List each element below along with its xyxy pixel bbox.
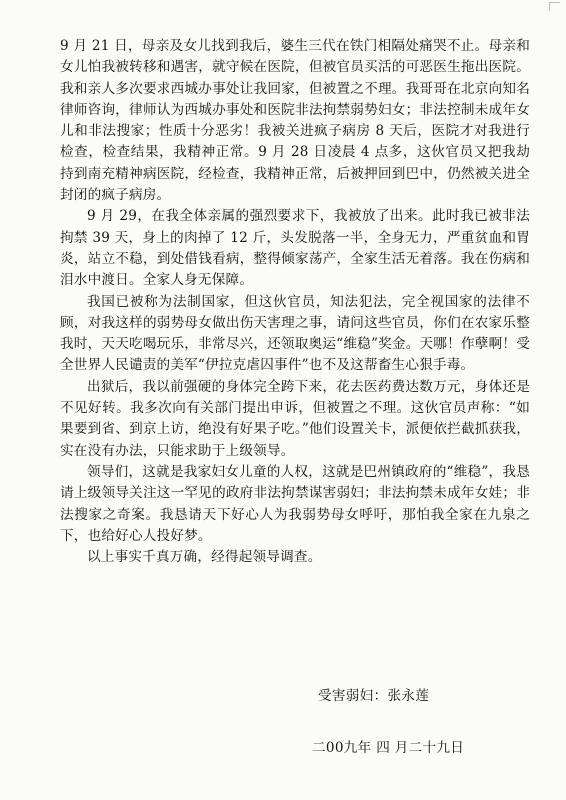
paragraph-3: 我国已被称为法制国家，但这伙官员，知法犯法，完全视国家的法律不顾，对我这样的弱势母女做出伤天害理之事，请问这些官员，你们在农家乐整我时，天天吃喝玩乐，非常尽兴，还领取奥运“维稳”奖金。天哪！作孽啊！受全世界人民谴责的美军“伊拉克虐囚事件”也不及这帮畜生心狠手毒。 [60, 293, 530, 374]
paragraph-6: 以上事实千真万确，经得起领导调查。 [87, 549, 322, 566]
signature-line: 受害弱妇：张永莲 [318, 688, 430, 704]
paragraph-5: 领导们，这就是我家妇女儿童的人权，这就是巴州镇政府的“维稳”，我恳请上级领导关注这一罕见的政府非法拘禁谋害弱妇；非法拘禁未成年女娃；非法搜家之奇案。我恳请天下好心人为我弱势母女呼吁，那怕我全家在九泉之下，也给好心人投好梦。 [60, 463, 530, 544]
date-line: 二00九年 四 月二十九日 [312, 740, 465, 756]
letter-body [60, 36, 530, 568]
paragraph-1: 9 月 21 日，母亲及女儿找到我后，婆生三代在铁门相隔处痛哭不止。母亲和女儿怕我被转移和遇害，就守候在医院，但被官员买活的可恶医生拖出医院。我和亲人多次要求西城办事处让我回家，但被置之不理。我哥哥在北京向知名律师咨询，律师认为西城办事处和医院非法拘禁弱势妇女；非法控制未成年女儿和非法搜家；性质十分恶劣！我被关进疯子病房 8 天后，医院才对我进行检查，检查结果，我精神正常。9 月 28 日凌晨 4 点多，这伙官员又把我劫持到南充精神病医院，经检查，我精神正常，后被押回到巴中，仍然被关进全封闭的疯子病房。 [60, 38, 530, 204]
paragraph-2: 9 月 29，在我全体亲属的强烈要求下，我被放了出来。此时我已被非法拘禁 39 天，身上的肉掉了 12 斤，头发脱落一半，全身无力，严重贫血和胃炎，站立不稳，到处借钱看病，整得倾家荡产，全家生活无着落。我在伤病和泪水中渡日。全家人身无保障。 [60, 208, 530, 289]
paragraph-4: 出狱后，我以前强硬的身体完全跨下来，花去医药费达数万元，身体还是不见好转。我多次向有关部门提出申诉，但被置之不理。这伙官员声称：“如果要到省、到京上访，绝没有好果子吃。”他们设置关卡，派便依拦截抓获我，实在没有办法，只能求助于上级领导。 [60, 378, 530, 459]
page-corner-mark [549, 2, 560, 11]
